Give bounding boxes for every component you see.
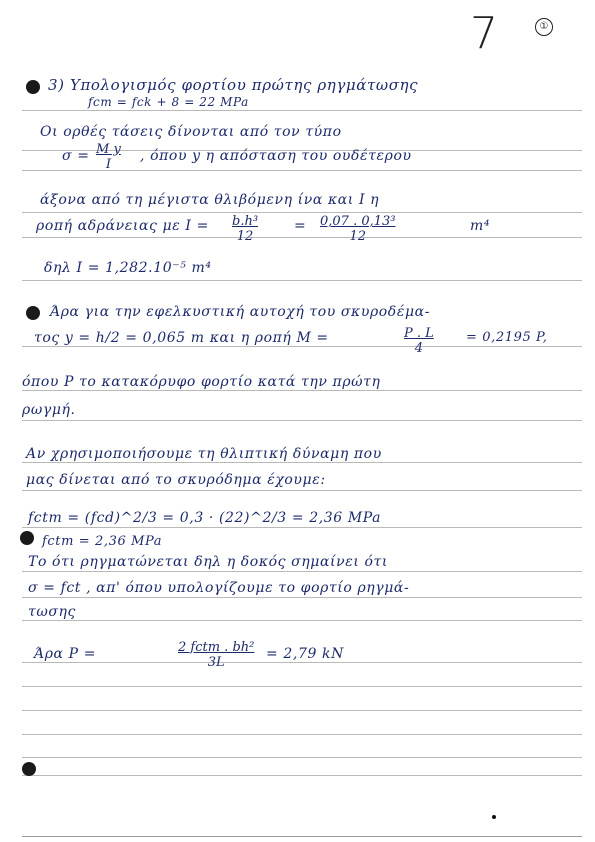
fraction-denominator: I (105, 157, 111, 172)
text-line: Άρα P = (34, 646, 97, 662)
fraction-denominator: 4 (414, 341, 424, 356)
ruled-line (22, 597, 582, 598)
fraction-pl-over-4 (404, 326, 434, 356)
ruled-line (22, 212, 582, 213)
ruled-line (22, 757, 582, 758)
ruled-line (22, 710, 582, 711)
ruled-line (22, 686, 582, 687)
formula-sigma: σ = (62, 148, 90, 164)
text-line: Άρα για την εφελκυστική αυτοχή του σκυροδέμα- (50, 304, 431, 320)
ruled-line (22, 662, 582, 663)
text-line: ρωγμή. (22, 402, 76, 418)
text-line: τωσης (28, 604, 76, 620)
ink-dot (492, 815, 496, 819)
ruled-line (22, 734, 582, 735)
equals-sign: = (294, 218, 307, 234)
ruled-line (22, 462, 582, 463)
ruled-line (22, 775, 582, 776)
fraction-denominator: 12 (236, 229, 254, 244)
text-line: άξονα από τη μέγιστα θλιβόμενη ίνα και I η (40, 192, 380, 208)
ruled-line (22, 110, 582, 111)
fraction-my-over-i (96, 142, 121, 172)
fraction-dims-over-12 (320, 214, 396, 244)
text-line: Οι ορθές τάσεις δίνονται από τον τύπο (40, 124, 342, 140)
fraction-denominator: 3L (207, 655, 225, 670)
ruled-line (22, 836, 582, 837)
text-line: , όπου y η απόσταση του ουδέτερου (140, 148, 412, 164)
ruled-line (22, 390, 582, 391)
fctm-formula: fctm = (fcd)^2/3 = 0,3 · (22)^2/3 = 2,36 MPa (28, 510, 382, 526)
fraction-numerator: P . L (404, 326, 434, 341)
fraction-numerator: 0,07 . 0,13³ (320, 214, 396, 229)
text-line: μας δίνεται από το σκυρόδημα έχουμε: (26, 472, 326, 488)
page-marker: ① (535, 18, 553, 36)
text-line: Το ότι ρηγματώνεται δηλ η δοκός σημαίνει ότι (28, 554, 388, 570)
ruled-line (22, 490, 582, 491)
text-line: Αν χρησιμοποιήσουμε τη θλιπτική δύναμη που (26, 446, 382, 462)
fraction-bh3-over-12 (232, 214, 258, 244)
inertia-result: δηλ I = 1,282.10⁻⁵ m⁴ (44, 260, 212, 276)
ruled-line (22, 280, 582, 281)
fraction-numerator: M y (96, 142, 121, 157)
ruled-line (22, 571, 582, 572)
binder-hole (22, 762, 36, 776)
text-line: όπου P το κατακόρυφο φορτίο κατά την πρώτη (22, 374, 381, 390)
fraction-denominator: 12 (349, 229, 367, 244)
ruled-line (22, 237, 582, 238)
unit-label: m⁴ (470, 218, 491, 234)
load-result: = 2,79 kN (266, 646, 344, 662)
fctm-result: fctm = 2,36 MPa (42, 534, 163, 549)
binder-hole (26, 80, 40, 94)
ruled-line (22, 420, 582, 421)
section-heading: 3) Υπολογισμός φορτίου πρώτης ρηγμάτωσης (48, 76, 419, 94)
ruled-line (22, 346, 582, 347)
fcm-line: fcm = fck + 8 = 22 MPa (88, 95, 249, 109)
text-line: ροπή αδράνειας με I = (36, 218, 209, 234)
page-number: 7 (470, 8, 498, 59)
text-line: τος y = h/2 = 0,065 m και η ροπή M = (34, 330, 329, 346)
ruled-line (22, 527, 582, 528)
binder-hole (26, 306, 40, 320)
ruled-line (22, 620, 582, 621)
text-line: σ = fct , απ' όπου υπολογίζουμε το φορτίο ρηγμά- (28, 580, 410, 596)
fraction-load-formula (178, 640, 254, 670)
fraction-numerator: b.h³ (232, 214, 259, 229)
fraction-numerator: 2 fctm . bh² (178, 640, 255, 655)
text-line: = 0,2195 P, (466, 330, 548, 345)
binder-hole (20, 531, 34, 545)
